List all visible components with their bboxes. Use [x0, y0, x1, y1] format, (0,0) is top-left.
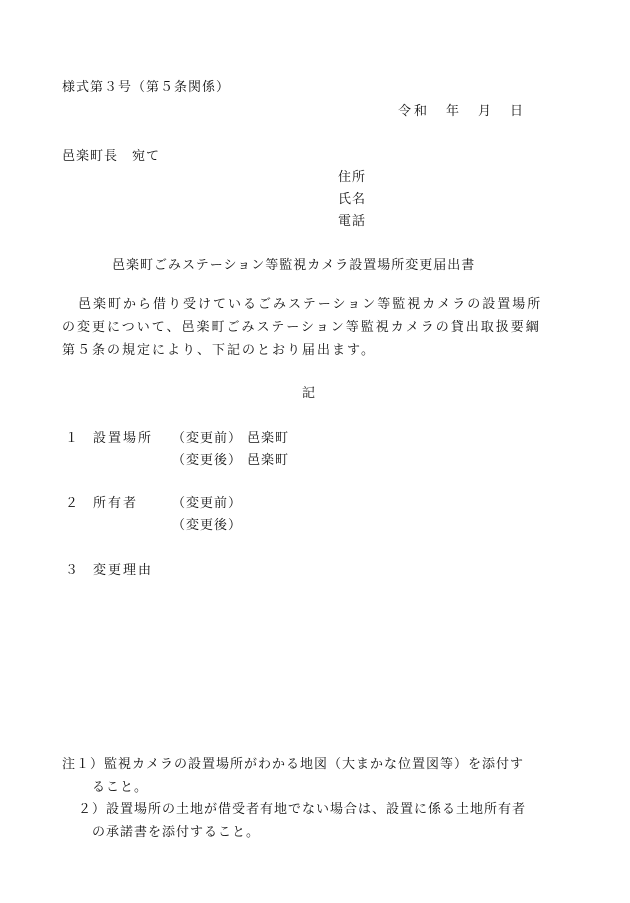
document-title: 邑楽町ごみステーション等監視カメラ設置場所変更届出書 — [112, 258, 476, 273]
name-label: 氏名 — [338, 192, 367, 207]
item1-label: 設置場所 — [93, 431, 154, 446]
item3-number: ３ — [65, 563, 80, 578]
note1-line1: 注１）監視カメラの設置場所がわかる地図（大まかな位置図等）を添付す — [62, 757, 525, 772]
item1-after-label: （変更後） — [172, 453, 243, 468]
form-number: 様式第３号（第５条関係） — [62, 80, 231, 95]
body-line-2: の変更について、邑楽町ごみステーション等監視カメラの貸出取扱要綱 — [62, 320, 541, 335]
note2-line2: の承諾書を添付すること。 — [92, 825, 261, 840]
note1-line2: ること。 — [92, 780, 149, 795]
note2-line1: ２）設置場所の土地が借受者有地でない場合は、設置に係る土地所有者 — [78, 802, 527, 817]
item1-before-value: 邑楽町 — [247, 431, 290, 446]
item1-number: １ — [65, 431, 80, 446]
item2-after-label: （変更後） — [172, 518, 243, 533]
address-label: 住所 — [338, 170, 367, 185]
item1-after-value: 邑楽町 — [247, 453, 290, 468]
body-line-3: 第５条の規定により、下記のとおり届出ます。 — [62, 343, 376, 358]
body-line-1: 邑楽町から借り受けているごみステーション等監視カメラの設置場所 — [78, 297, 543, 312]
phone-label: 電話 — [338, 214, 367, 229]
item2-before-label: （変更前） — [172, 496, 243, 511]
item2-number: ２ — [65, 496, 80, 511]
addressee: 邑楽町長 宛て — [62, 149, 161, 164]
item3-label: 変更理由 — [93, 563, 154, 578]
item1-before-label: （変更前） — [172, 431, 243, 446]
date-line: 令和 年 月 日 — [398, 104, 527, 119]
ki-heading: 記 — [302, 386, 317, 401]
item2-label: 所有者 — [93, 496, 139, 511]
